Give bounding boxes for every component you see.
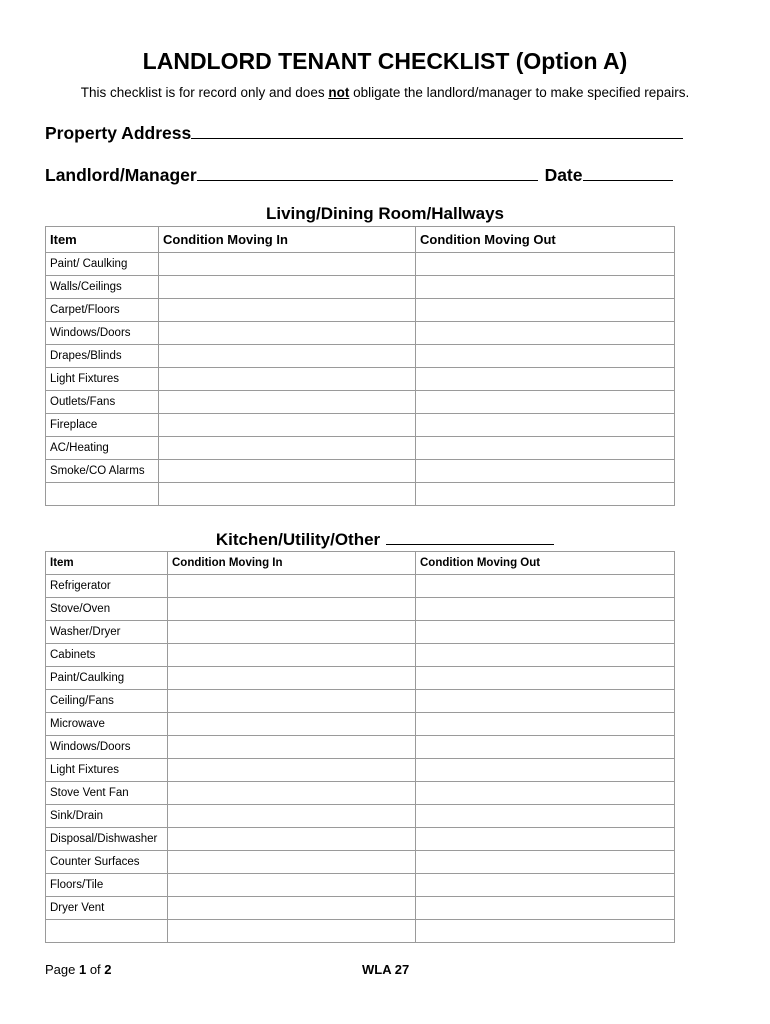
item-label: Walls/Ceilings (46, 276, 159, 299)
condition-in-cell[interactable] (168, 851, 416, 874)
form-code-text: WLA 27 (362, 962, 410, 977)
item-label: Drapes/Blinds (46, 345, 159, 368)
condition-out-cell[interactable] (416, 460, 675, 483)
condition-out-cell[interactable] (416, 575, 675, 598)
item-label: Windows/Doors (46, 322, 159, 345)
page-number (45, 962, 112, 977)
item-label: Light Fixtures (46, 759, 168, 782)
form-code (362, 962, 409, 977)
condition-in-cell[interactable] (168, 690, 416, 713)
disclaimer-before: This checklist is for record only and does (80, 85, 329, 100)
condition-in-cell[interactable] (159, 483, 416, 506)
condition-in-cell[interactable] (168, 897, 416, 920)
kitchen-other-line[interactable] (386, 528, 554, 545)
item-label: Microwave (46, 713, 168, 736)
condition-out-cell[interactable] (416, 644, 675, 667)
table-row (46, 690, 675, 713)
condition-in-cell[interactable] (168, 874, 416, 897)
landlord-manager-line[interactable] (197, 162, 538, 181)
table-row (46, 805, 675, 828)
condition-out-cell[interactable] (416, 414, 675, 437)
disclaimer-after: obligate the landlord/manager to make specified repairs. (349, 85, 690, 100)
living-section-title: Living/Dining Room/Hallways (265, 204, 505, 223)
condition-in-cell[interactable] (159, 414, 416, 437)
item-label: Counter Surfaces (46, 851, 168, 874)
property-address-row (45, 120, 683, 144)
item-label: Smoke/CO Alarms (46, 460, 159, 483)
item-label: Cabinets (46, 644, 168, 667)
table-row (46, 322, 675, 345)
condition-out-cell[interactable] (416, 322, 675, 345)
table-row (46, 368, 675, 391)
item-label: AC/Heating (46, 437, 159, 460)
condition-in-cell[interactable] (168, 920, 416, 943)
header-item: Item (46, 227, 159, 253)
item-label: Refrigerator (46, 575, 168, 598)
item-label: Fireplace (46, 414, 159, 437)
landlord-manager-label: Landlord/Manager (45, 165, 197, 185)
kitchen-title-text: Kitchen/Utility/Other (215, 530, 381, 549)
condition-out-cell[interactable] (416, 391, 675, 414)
header-condition-in: Condition Moving In (168, 552, 416, 575)
living-checklist-table (45, 226, 675, 506)
table-header-row (46, 552, 675, 575)
table-row (46, 598, 675, 621)
landlord-row (45, 162, 673, 186)
condition-in-cell[interactable] (168, 713, 416, 736)
header-condition-in: Condition Moving In (159, 227, 416, 253)
condition-out-cell[interactable] (416, 598, 675, 621)
table-header-row (46, 227, 675, 253)
condition-in-cell[interactable] (168, 828, 416, 851)
header-condition-out: Condition Moving Out (416, 552, 675, 575)
table-row (46, 920, 675, 943)
condition-in-cell[interactable] (159, 460, 416, 483)
disclaimer-emphasis: not (328, 85, 350, 100)
item-label: Floors/Tile (46, 874, 168, 897)
table-row (46, 851, 675, 874)
condition-in-cell[interactable] (159, 253, 416, 276)
condition-out-cell[interactable] (416, 851, 675, 874)
item-label: Outlets/Fans (46, 391, 159, 414)
table-row (46, 828, 675, 851)
condition-in-cell[interactable] (168, 667, 416, 690)
disclaimer-text (0, 85, 770, 100)
table-row (46, 345, 675, 368)
condition-in-cell[interactable] (168, 759, 416, 782)
item-label: Windows/Doors (46, 736, 168, 759)
condition-out-cell[interactable] (416, 736, 675, 759)
condition-out-cell[interactable] (416, 621, 675, 644)
condition-out-cell[interactable] (416, 437, 675, 460)
table-row (46, 276, 675, 299)
page-of-label: of (86, 962, 105, 977)
condition-out-cell[interactable] (416, 368, 675, 391)
table-row (46, 253, 675, 276)
item-label: Paint/Caulking (46, 667, 168, 690)
item-label: Stove Vent Fan (46, 782, 168, 805)
condition-out-cell[interactable] (416, 782, 675, 805)
condition-in-cell[interactable] (159, 299, 416, 322)
kitchen-section-title (0, 528, 770, 550)
header-condition-out: Condition Moving Out (416, 227, 675, 253)
condition-in-cell[interactable] (168, 805, 416, 828)
condition-out-cell[interactable] (416, 759, 675, 782)
item-label: Stove/Oven (46, 598, 168, 621)
condition-out-cell[interactable] (416, 828, 675, 851)
table-row (46, 391, 675, 414)
kitchen-checklist-table (45, 551, 675, 943)
table-row (46, 759, 675, 782)
condition-out-cell[interactable] (416, 253, 675, 276)
condition-in-cell[interactable] (159, 345, 416, 368)
table-row (46, 644, 675, 667)
condition-out-cell[interactable] (416, 805, 675, 828)
date-line[interactable] (583, 162, 673, 181)
table-row (46, 414, 675, 437)
page-total: 2 (104, 962, 112, 977)
condition-in-cell[interactable] (159, 368, 416, 391)
item-label: Disposal/Dishwasher (46, 828, 168, 851)
property-address-label: Property Address (45, 123, 192, 143)
condition-out-cell[interactable] (416, 345, 675, 368)
table-row (46, 874, 675, 897)
condition-in-cell[interactable] (159, 437, 416, 460)
table-row (46, 460, 675, 483)
header-item: Item (46, 552, 168, 575)
item-label: Dryer Vent (46, 897, 168, 920)
condition-in-cell[interactable] (168, 621, 416, 644)
condition-in-cell[interactable] (159, 276, 416, 299)
condition-out-cell[interactable] (416, 920, 675, 943)
item-label (46, 920, 168, 943)
table-row (46, 483, 675, 506)
table-row (46, 621, 675, 644)
condition-out-cell[interactable] (416, 276, 675, 299)
condition-out-cell[interactable] (416, 874, 675, 897)
table-row (46, 667, 675, 690)
table-row (46, 437, 675, 460)
document-title: LANDLORD TENANT CHECKLIST (Option A) (142, 48, 628, 74)
condition-in-cell[interactable] (168, 782, 416, 805)
item-label: Sink/Drain (46, 805, 168, 828)
property-address-line[interactable] (191, 120, 683, 139)
table-row (46, 575, 675, 598)
condition-out-cell[interactable] (416, 897, 675, 920)
condition-out-cell[interactable] (416, 483, 675, 506)
item-label: Light Fixtures (46, 368, 159, 391)
condition-in-cell[interactable] (159, 322, 416, 345)
page-current: 1 (78, 962, 87, 977)
condition-out-cell[interactable] (416, 299, 675, 322)
table-row (46, 299, 675, 322)
table-row (46, 897, 675, 920)
condition-in-cell[interactable] (168, 736, 416, 759)
condition-out-cell[interactable] (416, 667, 675, 690)
item-label: Washer/Dryer (46, 621, 168, 644)
item-label: Ceiling/Fans (46, 690, 168, 713)
item-label: Carpet/Floors (46, 299, 159, 322)
page-label: Page (45, 962, 79, 977)
table-row (46, 736, 675, 759)
condition-in-cell[interactable] (168, 598, 416, 621)
condition-in-cell[interactable] (159, 391, 416, 414)
table-row (46, 782, 675, 805)
date-label: Date (544, 165, 583, 185)
condition-out-cell[interactable] (416, 690, 675, 713)
condition-in-cell[interactable] (168, 575, 416, 598)
item-label: Paint/ Caulking (46, 253, 159, 276)
table-row (46, 713, 675, 736)
condition-out-cell[interactable] (416, 713, 675, 736)
condition-in-cell[interactable] (168, 644, 416, 667)
item-label (46, 483, 159, 506)
